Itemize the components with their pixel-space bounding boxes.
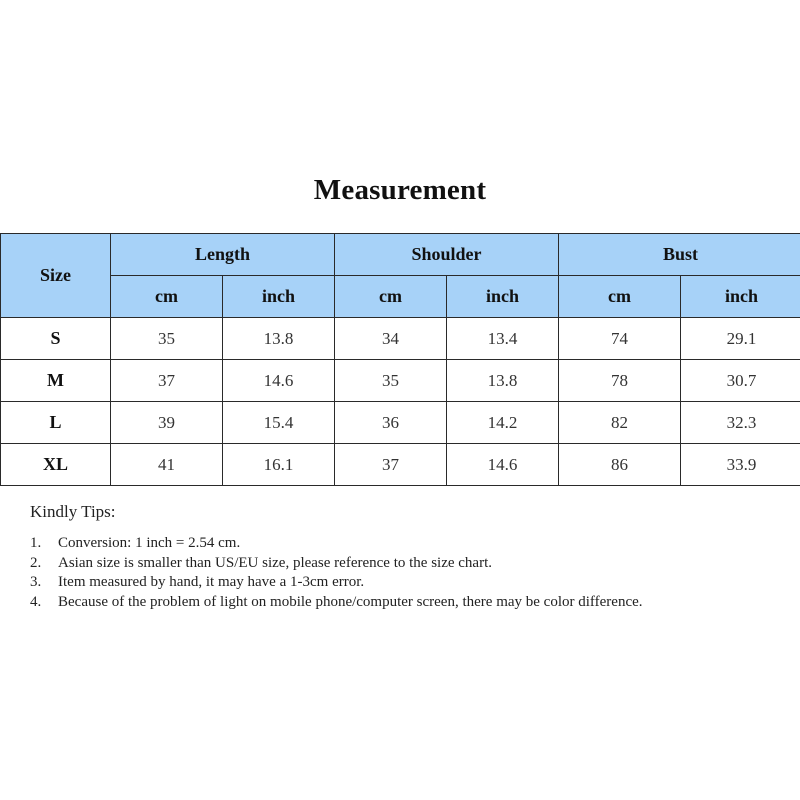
unit-header: cm (111, 276, 223, 318)
table-cell: 41 (111, 444, 223, 486)
page-title: Measurement (313, 174, 487, 206)
list-item (30, 534, 750, 554)
list-item-text: Item measured by hand, it may have a 1-3cm error. (58, 574, 365, 590)
table-cell: 14.6 (447, 444, 559, 486)
bust-group-header: Bust (559, 234, 800, 276)
table-cell: 13.4 (447, 318, 559, 360)
size-cell: L (1, 402, 111, 444)
table-cell: 78 (559, 360, 681, 402)
unit-header: inch (681, 276, 800, 318)
tips-heading: Kindly Tips: (30, 502, 116, 521)
list-item-number: 3. (30, 574, 42, 590)
table-cell: 14.2 (447, 402, 559, 444)
list-item-text: Conversion: 1 inch = 2.54 cm. (58, 535, 241, 551)
unit-header: inch (447, 276, 559, 318)
list-item-number: 4. (30, 593, 42, 610)
table-row (1, 402, 800, 444)
unit-header: cm (335, 276, 447, 318)
list-item (30, 573, 750, 593)
table-cell: 34 (335, 318, 447, 360)
table-cell: 37 (335, 444, 447, 486)
table-cell: 82 (559, 402, 681, 444)
unit-header: inch (223, 276, 335, 318)
size-cell: S (1, 318, 111, 360)
table-cell: 35 (335, 360, 447, 402)
table-cell: 37 (111, 360, 223, 402)
table-cell: 36 (335, 402, 447, 444)
size-chart-table (0, 233, 800, 486)
header-row-units (1, 276, 800, 318)
list-item (30, 593, 750, 613)
header-row-groups (1, 234, 800, 276)
tips-section (30, 502, 750, 612)
table-cell: 32.3 (681, 402, 800, 444)
table-row (1, 444, 800, 486)
list-item-number: 1. (30, 535, 42, 551)
table-cell: 13.8 (447, 360, 559, 402)
list-item-text: Asian size is smaller than US/EU size, please reference to the size chart. (58, 554, 492, 571)
table-cell: 35 (111, 318, 223, 360)
table-row (1, 360, 800, 402)
table-row (1, 318, 800, 360)
list-item-number: 2. (30, 554, 42, 571)
table-cell: 13.8 (223, 318, 335, 360)
table-cell: 39 (111, 402, 223, 444)
size-column-header: Size (1, 234, 111, 318)
length-group-header: Length (111, 234, 335, 276)
table-cell: 33.9 (681, 444, 800, 486)
list-item (30, 554, 750, 574)
unit-header: cm (559, 276, 681, 318)
table-cell: 14.6 (223, 360, 335, 402)
size-cell: M (1, 360, 111, 402)
table-cell: 74 (559, 318, 681, 360)
table-cell: 15.4 (223, 402, 335, 444)
table-cell: 29.1 (681, 318, 800, 360)
shoulder-group-header: Shoulder (335, 234, 559, 276)
table-cell: 86 (559, 444, 681, 486)
table-cell: 16.1 (223, 444, 335, 486)
tips-list (30, 534, 750, 612)
table-cell: 30.7 (681, 360, 800, 402)
size-cell: XL (1, 444, 111, 486)
list-item-text: Because of the problem of light on mobile phone/computer screen, there may be color difference. (58, 593, 643, 610)
